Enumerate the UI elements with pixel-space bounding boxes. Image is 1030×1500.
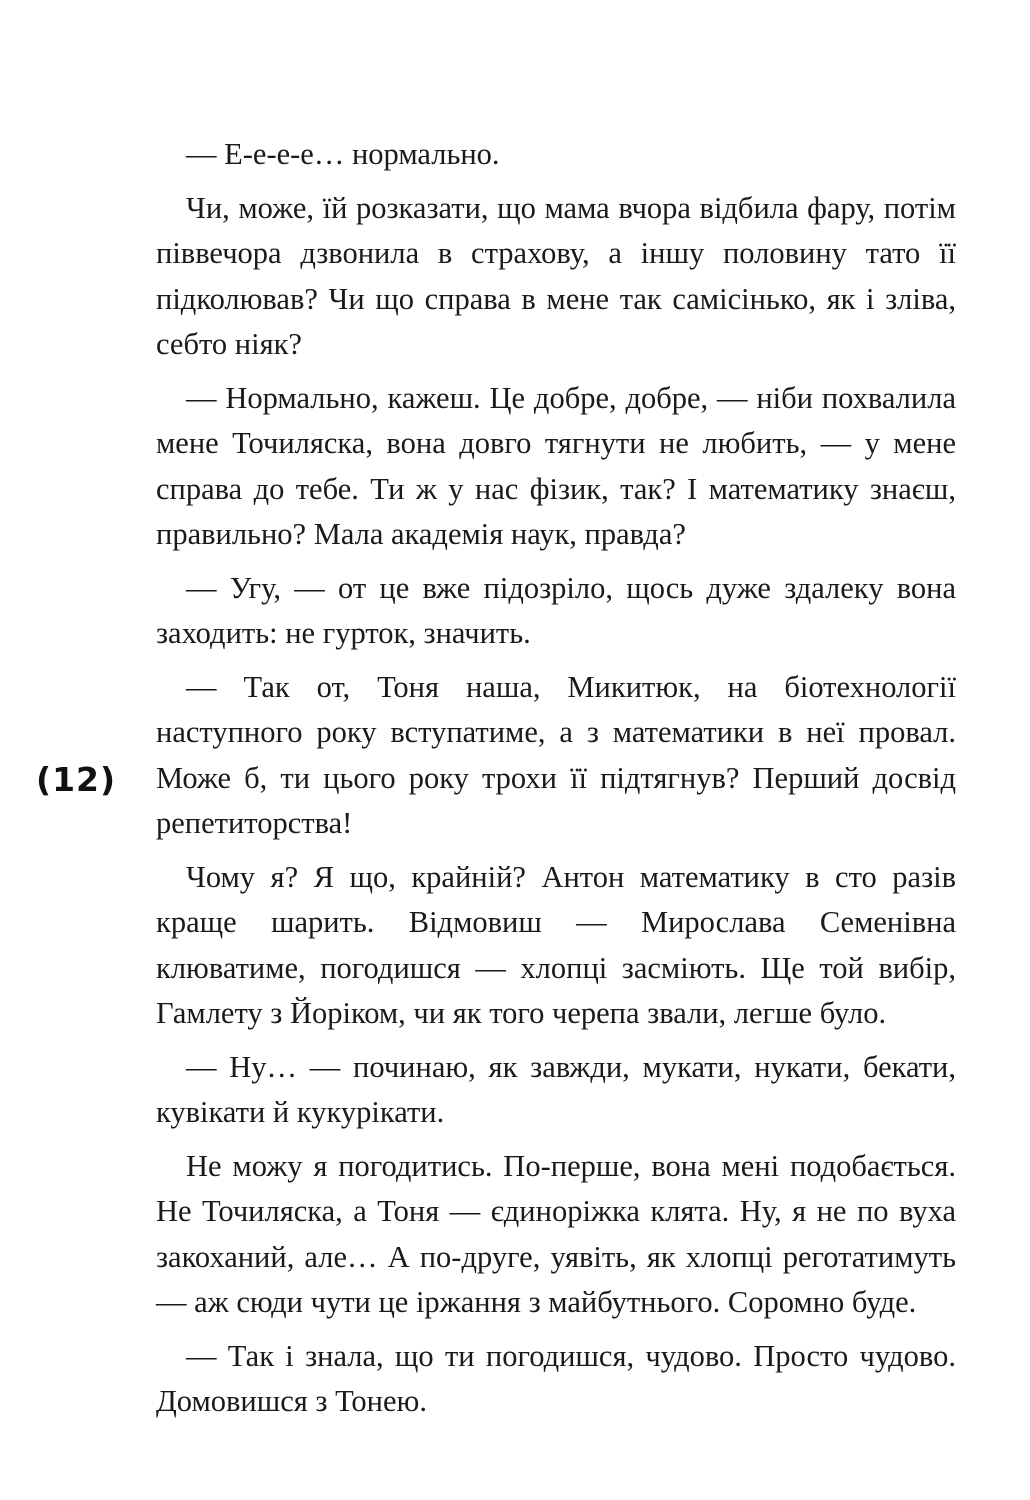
paragraph: — Угу, — от це вже підозріло, щось дуже здалеку вона заходить: не гурток, значить. — [156, 570, 956, 650]
paragraph: Чи, може, їй розказати, що мама вчора відбила фару, потім піввечора дзвонила в страхову, а іншу половину тато її підколював? Чи що справа в мене так самісінько, як і зліва, себто ніяк? — [156, 190, 956, 361]
paragraph: — Так от, Тоня наша, Микитюк, на біотехнології наступного року вступатиме, а з математики в неї провал. Може б, ти цього року трохи її підтягнув? Перший досвід репетиторства! — [156, 669, 956, 840]
page-number: (12) — [36, 760, 117, 799]
paragraph: Чому я? Я що, крайній? Антон математику в сто разів краще шарить. Відмовиш — Мирослава Семенівна клюватиме, погодишся — хлопці засміють. Ще той вибір, Гамлету з Йоріком, чи як того черепа звали, легше було. — [156, 859, 956, 1030]
paragraph: — Так і знала, що ти погодишся, чудово. Просто чудово. Домовишся з Тонею. — [156, 1338, 956, 1418]
body-text — [156, 132, 956, 1433]
paragraph: Не можу я погодитись. По-перше, вона мені подобається. Не Точиляска, а Тоня — єдиноріжка клята. Ну, я не по вуха закоханий, але… А по-друге, уявіть, як хлопці реготатимуть — аж сюди чути це іржання з майбутнього. Соромно буде. — [156, 1148, 956, 1319]
paragraph: — Ну… — починаю, як завжди, мукати, нукати, бекати, кувікати й кукурікати. — [156, 1049, 956, 1129]
paragraph: — Е-е-е-е… нормально. — [186, 137, 500, 171]
paragraph: — Нормально, кажеш. Це добре, добре, — ніби похвалила мене Точиляска, вона довго тягнути не любить, — у мене справа до тебе. Ти ж у нас фізик, так? І математику знаєш, правильно? Мала академія наук, правда? — [156, 380, 956, 551]
